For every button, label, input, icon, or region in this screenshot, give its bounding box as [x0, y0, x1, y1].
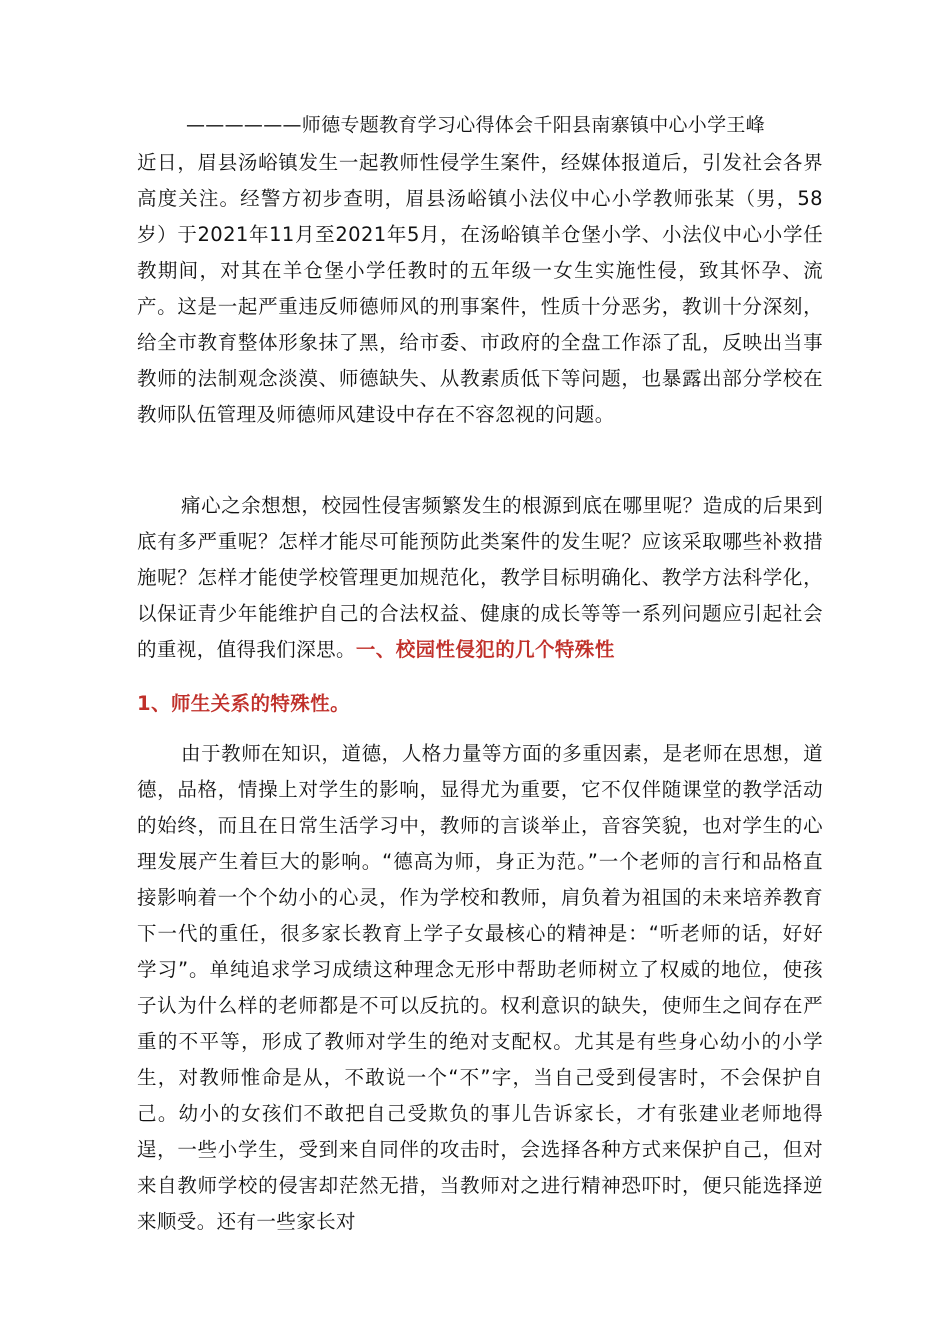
section-heading-1: 一、校园性侵犯的几个特殊性	[355, 638, 615, 661]
paragraph-questions	[137, 488, 823, 668]
paragraph-teacher-student: 由于教师在知识，道德，人格力量等方面的多重因素，是老师在思想，道德，品格，情操上对学生的影响，显得尤为重要，它不仅伴随课堂的教学活动的始终，而且在日常生活学习中，教师的言谈举止，音容笑貌，也对学生的心理发展产生着巨大的影响。“德高为师，身正为范。”一个老师的言行和品格直接影响着一个个幼小的心灵，作为学校和教师，肩负着为祖国的未来培养教育下一代的重任，很多家长教育上学子女最核心的精神是：“听老师的话，好好学习”。单纯追求学习成绩这种理念无形中帮助老师树立了权威的地位，使孩子认为什么样的老师都是不可以反抗的。权利意识的缺失，使师生之间存在严重的不平等，形成了教师对学生的绝对支配权。尤其是有些身心幼小的小学生，对教师惟命是从，不敢说一个“不”字，当自己受到侵害时，不会保护自己。幼小的女孩们不敢把自己受欺负的事儿告诉家长，才有张建业老师地得逞，一些小学生，受到来自同伴的攻击时，会选择各种方式来保护自己，但对来自教师学校的侵害却茫然无措，当教师对之进行精神恐吓时，便只能选择逆来顺受。还有一些家长对	[137, 742, 823, 1233]
paragraph-intro: 近日，眉县汤峪镇发生一起教师性侵学生案件，经媒体报道后，引发社会各界高度关注。经警方初步查明，眉县汤峪镇小法仪中心小学教师张某（男，58岁）于2021年11月至2021年5月，在汤峪镇羊仓堡小学、小法仪中心小学任教期间，对其在羊仓堡小学任教时的五年级一女生实施性侵，致其怀孕、流产。这是一起严重违反师德师风的刑事案件，性质十分恶劣，教训十分深刻，给全市教育整体形象抹了黑，给市委、市政府的全盘工作添了乱，反映出当事教师的法制观念淡漠、师德缺失、从教素质低下等问题，也暴露出部分学校在教师队伍管理及师德师风建设中存在不容忽视的问题。	[137, 151, 823, 426]
paragraph-questions-text: 痛心之余想想，校园性侵害频繁发生的根源到底在哪里呢？造成的后果到底有多严重呢？怎样才能尽可能预防此类案件的发生呢？应该采取哪些补救措施呢？怎样才能使学校管理更加规范化，教学目标明确化、教学方法科学化，以保证青少年能维护自己的合法权益、健康的成长等等一系列问题应引起社会的重视，值得我们深思。	[137, 494, 823, 661]
subheading-teacher-student: 1、师生关系的特殊性。	[137, 692, 350, 715]
byline: ——————师德专题教育学习心得体会千阳县南寨镇中心小学王峰	[186, 114, 766, 136]
